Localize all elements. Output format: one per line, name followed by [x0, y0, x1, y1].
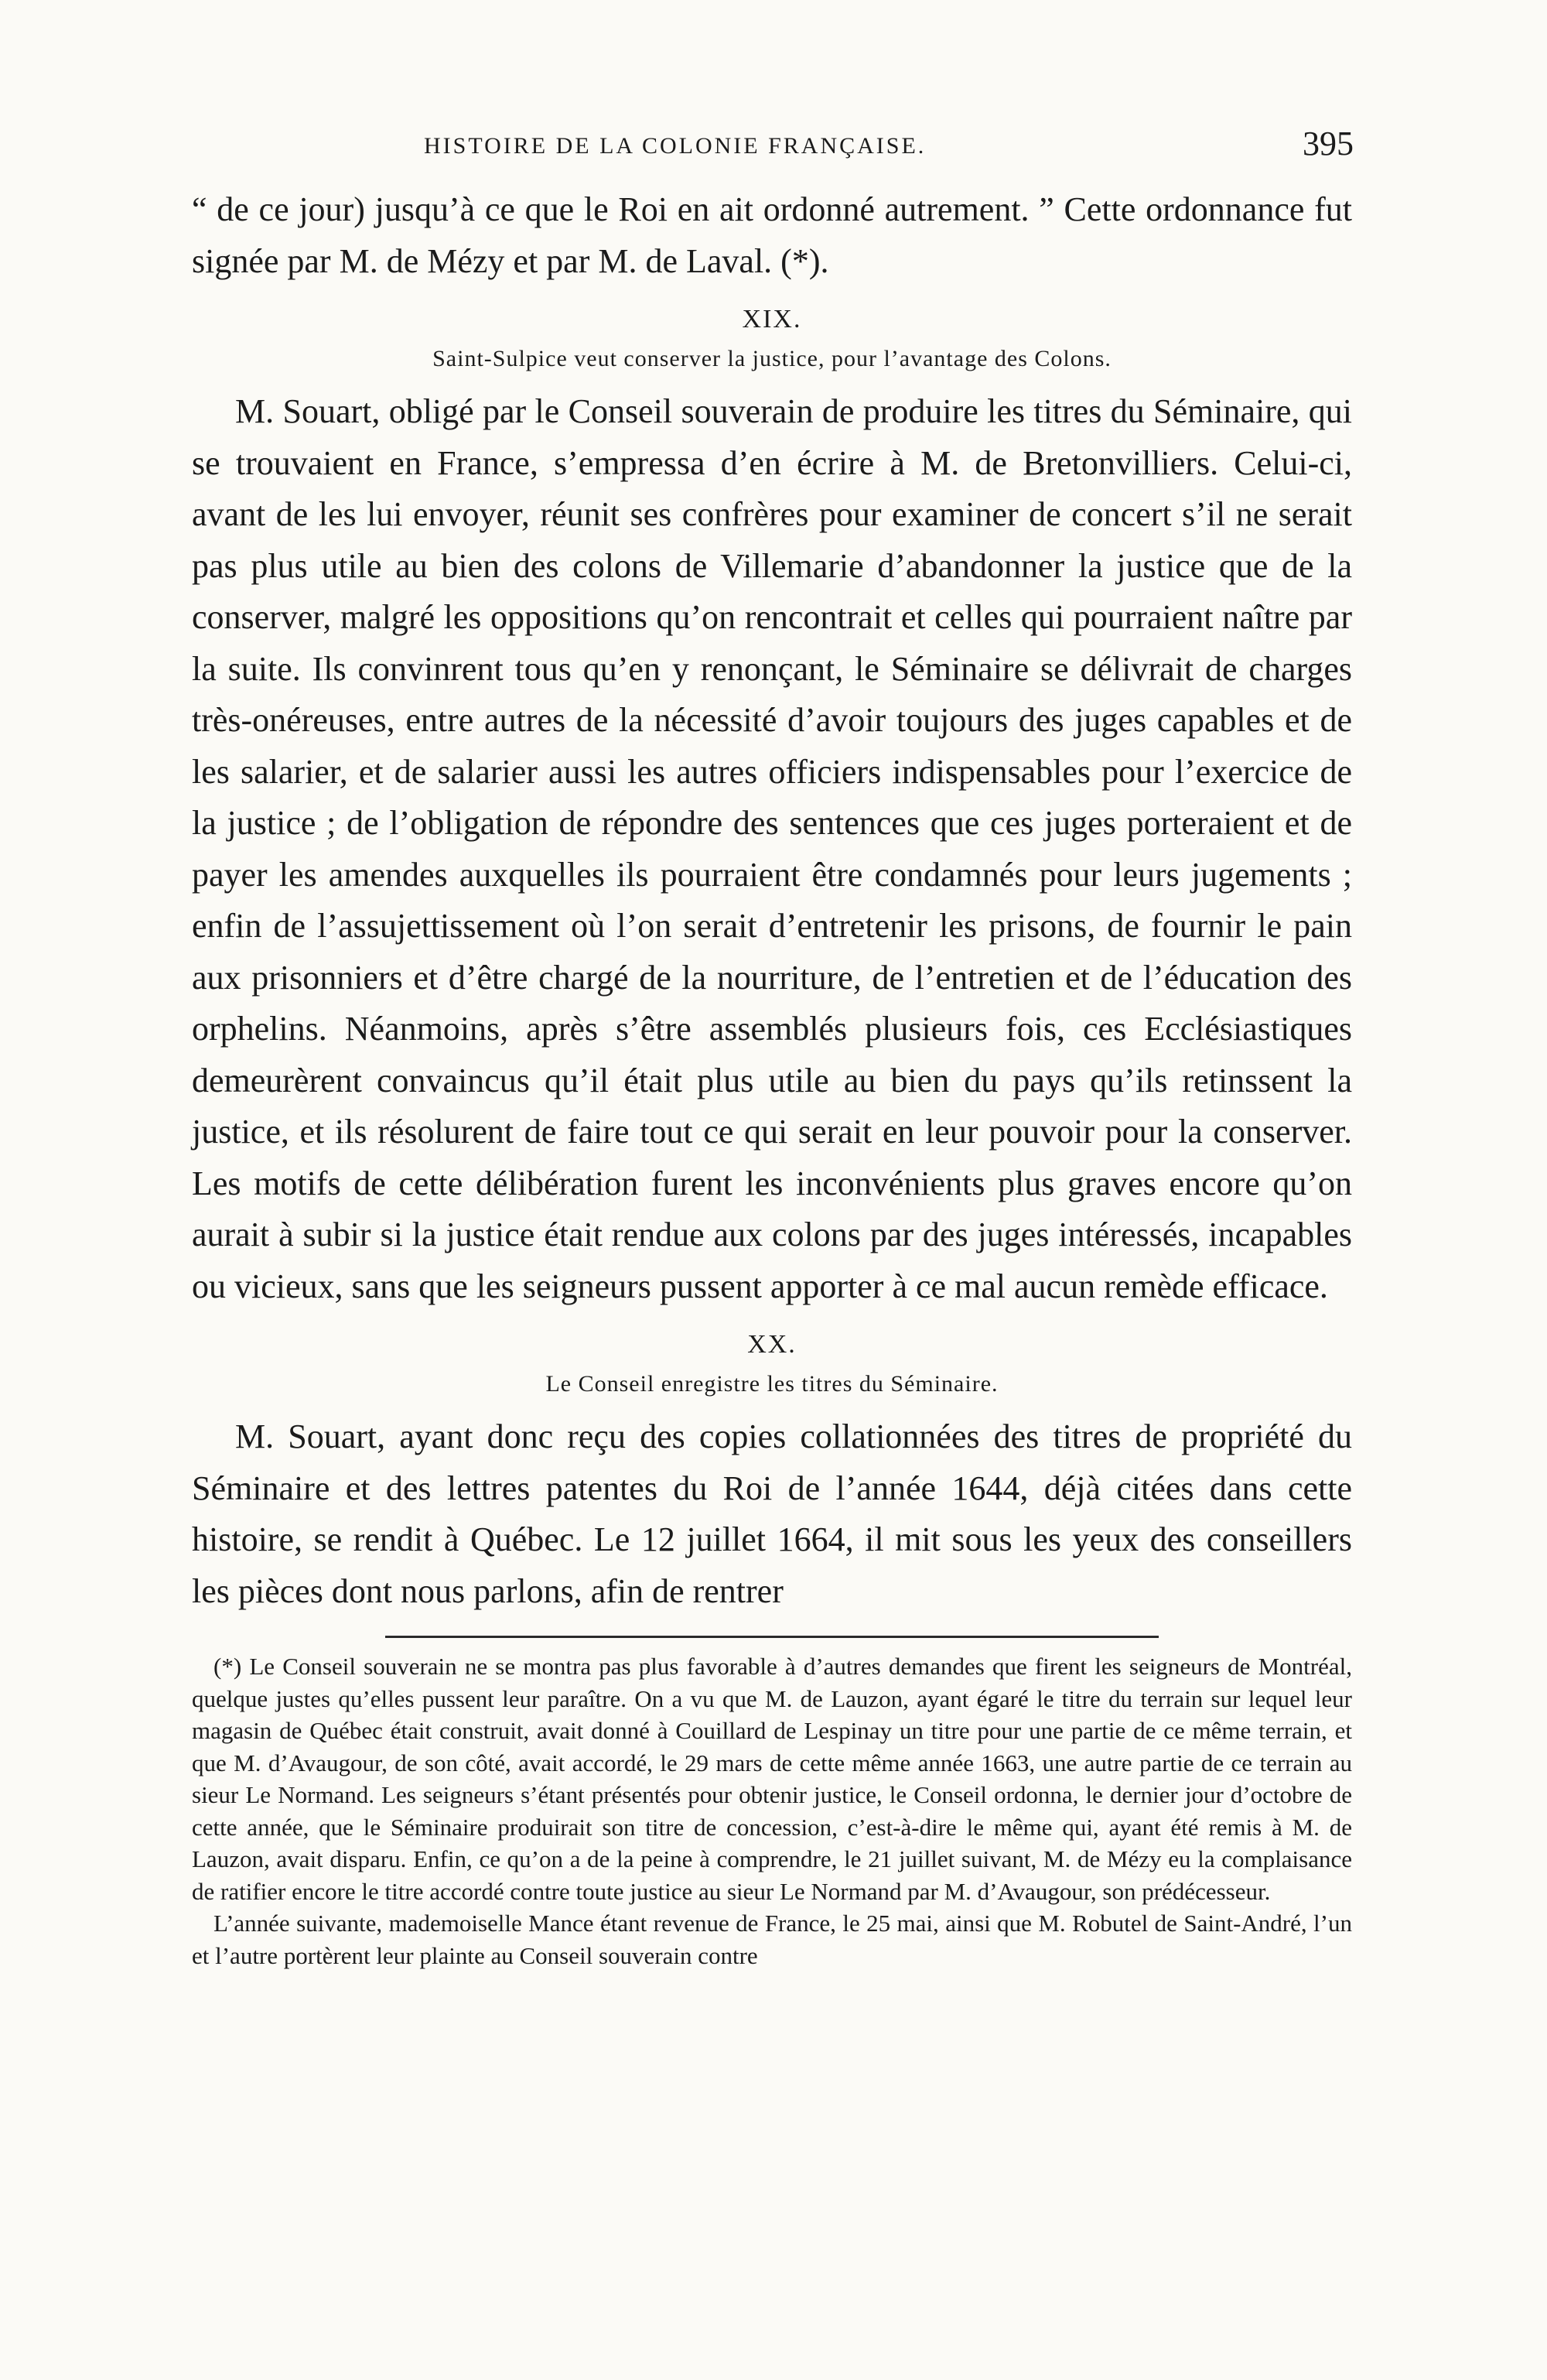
section-20-number: XX.	[747, 1330, 797, 1359]
footnote: (*) Le Conseil souverain ne se montra pas plus favorable à d’autres demandes que firent les seigneurs de Montréal, quelque justes qu’elles pussent leur paraître. On a vu que M. de Lauzon, ayant égaré le titre du terrain sur lequel leur magasin de Québec était construit, avait donné à Couillard de Lespinay un titre pour une partie de ce même terrain, et que M. d’Avaugour, de son côté, avait accordé, le 29 mars de cette même année 1663, une autre partie de ce terrain au sieur Le Normand. Les seigneurs s’étant présentés pour obtenir justice, le Conseil ordonna, le dernier jour d’octobre de cette année, que le Séminaire produirait son titre de concession, c’est-à-dire le même qui, ayant été remis à M. de Lauzon, avait disparu. Enfin, ce qu’on a de la peine à comprendre, le 21 juillet suivant, M. de Mézy eu la complaisance de ratifier encore le titre accordé contre toute justice au sieur Le Normand par M. d’Avaugour, son prédécesseur.	[192, 1653, 1352, 1905]
section-19-title: Saint-Sulpice veut conserver la justice, pour l’avantage des Colons.	[432, 346, 1112, 371]
section-20-paragraph: M. Souart, ayant donc reçu des copies collationnées des titres de propriété du Séminaire et des lettres patentes du Roi de l’année 1644, déjà citées dans cette histoire, se rendit à Québec. Le 12 juillet 1664, il mit sous les yeux des conseillers les pièces dont nous parlons, afin de rentrer	[192, 1417, 1352, 1610]
footnote-continuation: L’année suivante, mademoiselle Mance étant revenue de France, le 25 mai, ainsi que M. Robutel de Saint-André, l’un et l’autre portèrent leur plainte au Conseil souverain contre	[192, 1910, 1352, 1969]
section-19-number: XIX.	[742, 305, 802, 333]
footnote-separator	[385, 1636, 1159, 1638]
main-text	[192, 184, 1352, 1971]
section-20-title: Le Conseil enregistre les titres du Séminaire.	[545, 1371, 999, 1397]
paragraph-continued: “ de ce jour) jusqu’à ce que le Roi en ait ordonné autrement. ” Cette ordonnance fut signée par M. de Mézy et par M. de Laval. (*).	[192, 190, 1352, 280]
section-19-paragraph: M. Souart, obligé par le Conseil souverain de produire les titres du Séminaire, qui se trouvaient en France, s’empressa d’en écrire à M. de Bretonvilliers. Celui-ci, avant de les lui envoyer, réunit ses confrères pour examiner de concert s’il ne serait pas plus utile au bien des colons de Villemarie d’abandonner la justice que de la conserver, malgré les oppositions qu’on rencontrait et celles qui pourraient naître par la suite. Ils convinrent tous qu’en y renonçant, le Séminaire se délivrait de charges très-onéreuses, entre autres de la nécessité d’avoir toujours des juges capables et de les salarier, et de salarier aussi les autres officiers indispensables pour l’exercice de la justice ; de l’obligation de répondre des sentences que ces juges porteraient et de payer les amendes auxquelles ils pourraient être condamnés pour leurs jugements ; enfin de l’assujettissement où l’on serait d’entretenir les prisons, de fournir le pain aux prisonniers et d’être chargé de la nourriture, de l’entretien et de l’éducation des orphelins. Néanmoins, après s’être assemblés plusieurs fois, ces Ecclésiastiques demeurèrent convaincus qu’il était plus utile au bien du pays qu’ils retinssent la justice, et ils résolurent de faire tout ce qui serait en leur pouvoir pour la conserver. Les motifs de cette délibération furent les inconvénients plus graves encore qu’on aurait à subir si la justice était rendue aux colons par des juges intéressés, incapables ou vicieux, sans que les seigneurs pussent apporter à ce mal aucun remède efficace.	[192, 392, 1352, 1305]
page-number: 395	[1303, 125, 1354, 162]
page-header	[192, 125, 1354, 176]
running-title: HISTOIRE DE LA COLONIE FRANÇAISE.	[424, 133, 927, 159]
